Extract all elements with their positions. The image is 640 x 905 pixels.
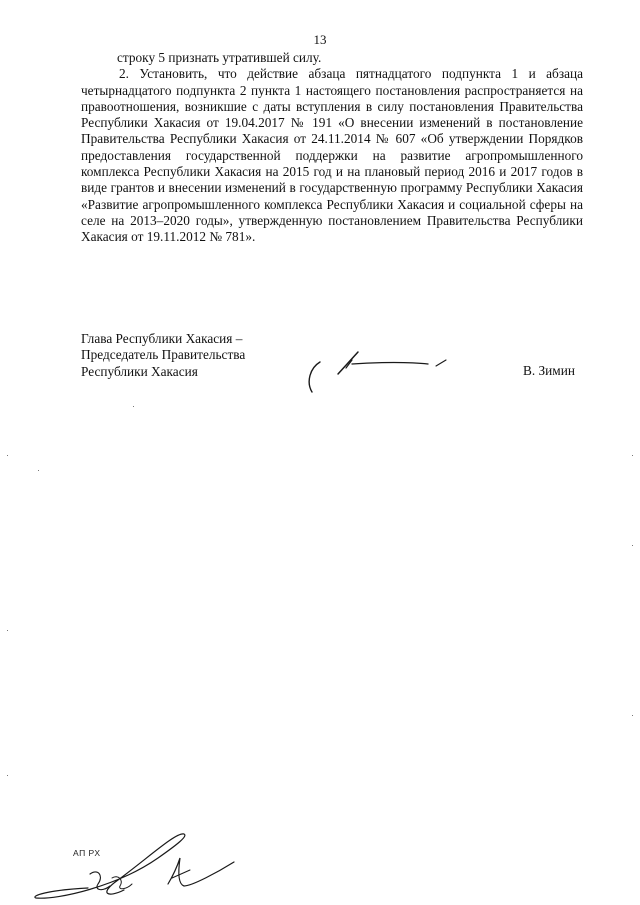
scan-speck bbox=[632, 715, 633, 716]
scan-speck bbox=[7, 775, 8, 776]
footer-stamp-label: АП РХ bbox=[73, 848, 101, 858]
scan-speck bbox=[7, 455, 8, 456]
handwritten-signature bbox=[300, 338, 460, 398]
signatory-title-line: Председатель Правительства bbox=[81, 347, 246, 363]
scan-speck bbox=[38, 470, 39, 471]
scan-speck bbox=[632, 545, 633, 546]
signatory-title-line: Республики Хакасия bbox=[81, 363, 198, 379]
scan-speck bbox=[632, 455, 633, 456]
approval-initials bbox=[28, 828, 248, 905]
page-number: 13 bbox=[313, 32, 327, 47]
paragraph-2: 2. Установить, что действие абзаца пятнадцатого подпункта 1 и абзаца четырнадцатого подпункта 2 пункта 1 настоящего постановления распространяется на правоотношения, возникшие с даты вступления в силу постановления Правительства Республики Хакасия от 19.04.2017 № 191 «О внесении изменений в постановление Правительства Республики Хакасия от 24.11.2014 № 607 «Об утверждении Порядков предоставления государственной поддержки на развитие агропромышленного комплекса Республики Хакасия на 2015 год и на плановый период 2016 и 2017 годов в виде грантов и внесении изменений в государственную программу Республики Хакасия «Развитие агропромышленного комплекса Республики Хакасия и социальной сферы на селе на 2013–2020 годы», утвержденную постановлением Правительства Республики Хакасия от 19.11.2012 № 781». bbox=[81, 66, 583, 245]
signatory-title-line: Глава Республики Хакасия – bbox=[81, 331, 243, 346]
paragraph-1: строку 5 признать утратившей силу. bbox=[117, 50, 322, 65]
scan-speck bbox=[7, 630, 8, 631]
document-body bbox=[81, 50, 583, 246]
signatory-name: В. Зимин bbox=[523, 363, 575, 378]
scan-speck bbox=[133, 406, 134, 407]
signatory-title bbox=[81, 331, 245, 380]
